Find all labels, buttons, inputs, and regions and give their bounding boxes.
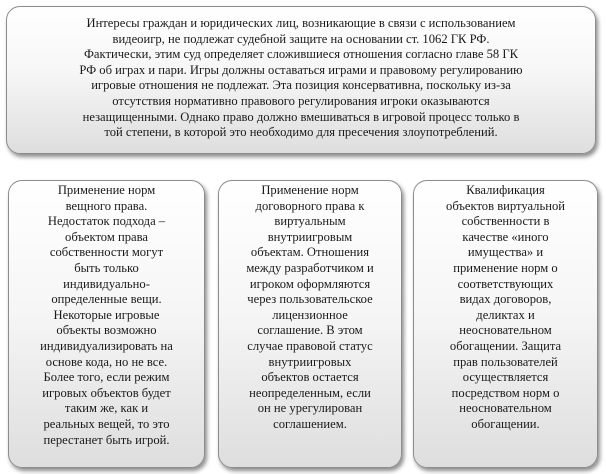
text-line: объектом права xyxy=(65,229,148,244)
text-line: объектов виртуальной xyxy=(446,198,565,213)
text-line: между разработчиком и xyxy=(246,260,374,275)
text-line: быть только xyxy=(74,260,139,275)
text-line: объектов остается xyxy=(261,370,359,385)
text-line: лицензионное xyxy=(272,307,348,322)
text-line: видах договоров, xyxy=(459,292,552,307)
text-line: деликтах и xyxy=(476,307,535,322)
text-line: игровые отношения не подлежат. Эта позиция консервативна, поскольку из-за xyxy=(91,78,511,93)
text-line: отсутствия нормативно правового регулирования игроки оказываются xyxy=(112,93,490,108)
text-line: через пользовательское xyxy=(247,292,373,307)
top-summary-box xyxy=(6,6,596,154)
text-line: объекты возможно xyxy=(56,323,157,338)
text-line: применение норм о xyxy=(453,260,558,275)
text-line: прав пользователей xyxy=(453,354,558,369)
text-line: обогащении. xyxy=(471,416,540,431)
text-line: Интересы граждан и юридических лиц, возникающие в связи с использованием xyxy=(86,16,516,30)
text-line: посредством норм о xyxy=(451,385,560,400)
text-line: объектам. Отношения xyxy=(250,245,370,260)
text-line: игроком оформляются xyxy=(249,276,371,291)
text-line: внутриигровым xyxy=(267,229,353,244)
text-line: соответствующих xyxy=(457,276,554,291)
text-line: Применение норм xyxy=(57,183,156,197)
text-line: незащищенными. Однако право должно вмешиваться в игровой процесс только в xyxy=(82,109,520,124)
text-line: собственности могут xyxy=(49,245,164,260)
text-line: неосновательном xyxy=(459,323,552,338)
text-line: той степени, в которой это необходимо для пресечения злоупотреблений. xyxy=(104,125,498,140)
text-line: неопределенным, если xyxy=(249,385,371,400)
text-line: Недостаток подхода – xyxy=(47,214,166,229)
text-line: перестанет быть игрой. xyxy=(43,432,170,447)
text-line: Некоторые игровые xyxy=(53,307,160,322)
text-line: качестве «иного xyxy=(462,229,549,244)
text-line: таким же, как и xyxy=(64,401,149,416)
text-line: индивидуализировать на xyxy=(40,338,173,353)
contract-law-box xyxy=(218,180,402,468)
text-line: собственности в xyxy=(461,214,550,229)
text-line: соглашение. В этом xyxy=(257,323,363,338)
text-line: Применение норм xyxy=(261,183,359,197)
text-line: неосновательном xyxy=(459,401,552,416)
text-line: Фактически, этим суд определяет сложившиеся отношения согласно главе 58 ГК xyxy=(83,47,519,62)
text-line: реальных вещей, то это xyxy=(43,416,170,431)
text-line: определенные вещи. xyxy=(51,292,162,307)
text-line: РФ об играх и пари. Игры должны оставаться играми и правовому регулированию xyxy=(79,62,523,77)
text-line: осуществляется xyxy=(462,370,549,385)
property-law-box xyxy=(8,180,205,468)
text-line: обогащении. Защита xyxy=(449,338,562,353)
text-line: индивидуально- xyxy=(63,276,150,291)
text-line: Более того, если режим xyxy=(43,370,170,385)
text-line: виртуальным xyxy=(274,214,346,229)
text-line: вещного права. xyxy=(65,198,148,213)
text-line: соглашением. xyxy=(273,416,347,431)
text-line: имущества» и xyxy=(467,245,544,260)
text-line: Квалификация xyxy=(466,183,545,197)
text-line: основе кода, но не все. xyxy=(45,354,168,369)
text-line: он не урегулирован xyxy=(257,401,363,416)
other-property-box xyxy=(413,180,598,468)
text-line: игровых объектов будет xyxy=(42,385,171,400)
text-line: внутриигровых xyxy=(268,354,352,369)
text-line: видеоигр, не подлежат судебной защите на основании ст. 1062 ГК РФ. xyxy=(112,31,490,46)
text-line: договорного права к xyxy=(255,198,365,213)
text-line: случае правовой статус xyxy=(247,338,373,353)
